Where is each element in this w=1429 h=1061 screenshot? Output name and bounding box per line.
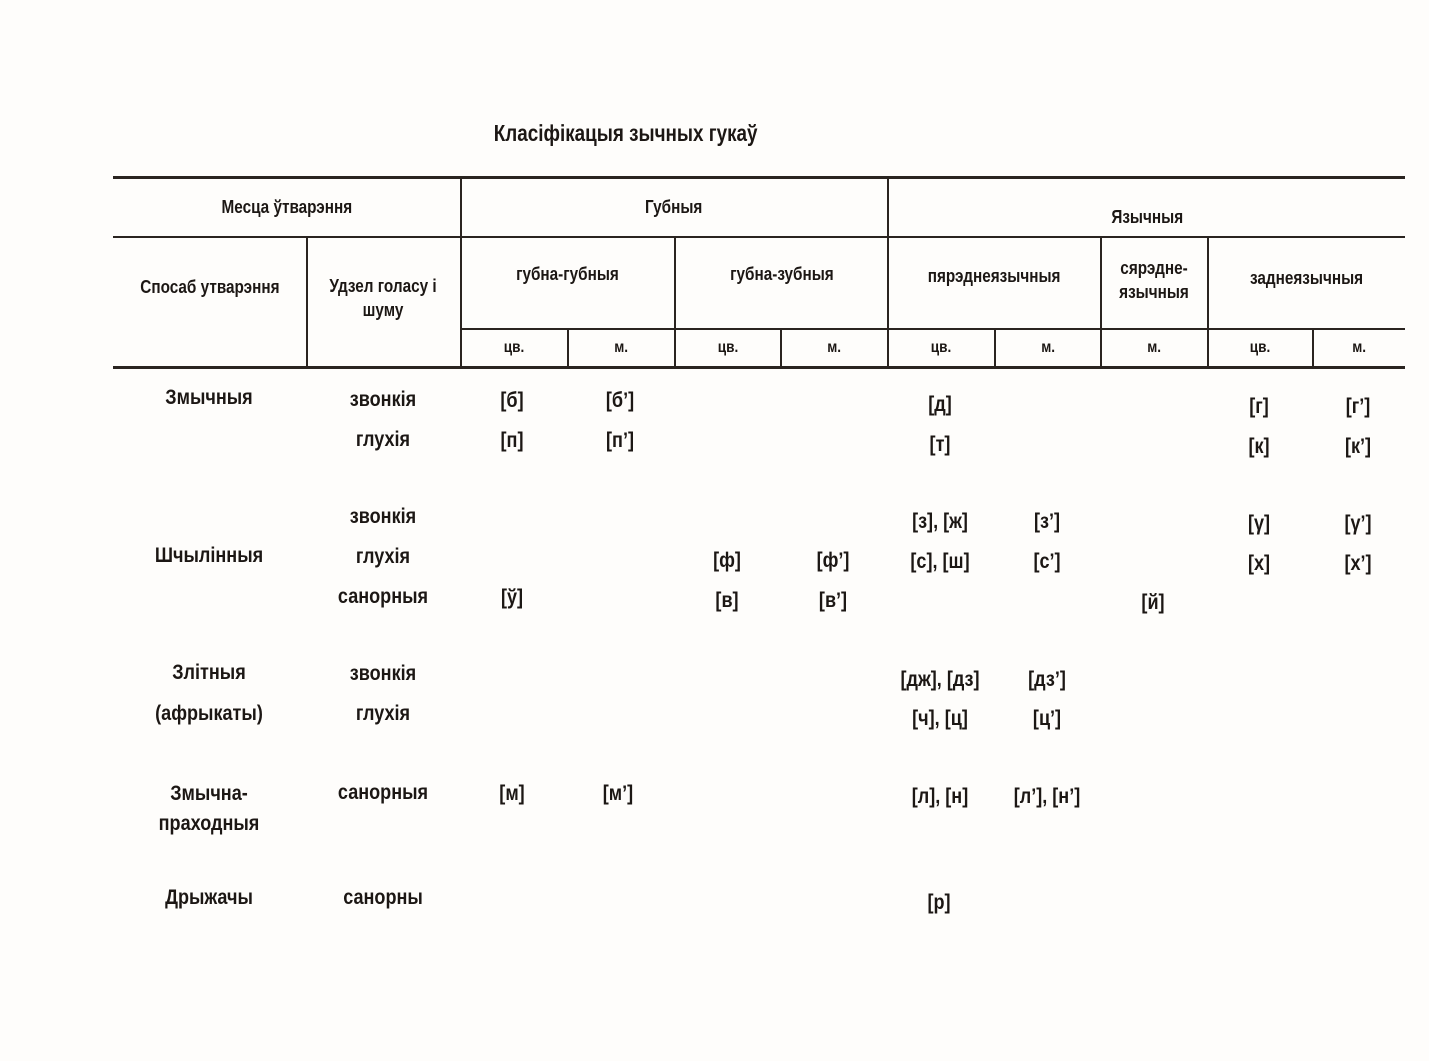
cell-stop-voiced-back-hard: [г] — [1249, 395, 1269, 418]
header-labiodental: губна-зубныя — [729, 263, 834, 284]
cell-fricative-sonorant-labiodental-hard: [в] — [715, 589, 739, 612]
header-mid-lingual: сярэдне-язычныя — [1119, 257, 1189, 302]
row-fricative-sonorant-label: санорныя — [337, 585, 429, 608]
cell-stop-voiced-front-hard: [д] — [928, 393, 952, 416]
row-fricative-manner: Шчылінныя — [154, 544, 264, 567]
cell-stop-approximant-bilabial-soft: [м’] — [602, 782, 634, 805]
cell-fricative-sonorant-bilabial-hard: [ў] — [500, 586, 524, 609]
header-lingual: Язычныя — [1111, 206, 1183, 227]
cell-trill-front-hard: [р] — [927, 891, 951, 914]
cell-stop-voiced-back-soft: [г’] — [1345, 395, 1371, 418]
header-front-soft: м. — [1041, 339, 1055, 357]
cell-stop-approximant-front-hard: [л], [н] — [911, 785, 969, 808]
row-stop-voiceless-label: глухія — [355, 428, 411, 451]
row-affricate-manner-line1: Злітныя — [172, 661, 246, 684]
row-stop-manner: Змычныя — [165, 386, 253, 409]
cell-stop-approximant-front-soft: [л’], [н’] — [1013, 785, 1081, 808]
row-affricate-voiced-label: звонкія — [349, 662, 417, 685]
cell-fricative-voiceless-back-soft: [х’] — [1344, 552, 1372, 575]
cell-fricative-sonorant-mid-soft: [й] — [1141, 591, 1165, 614]
cell-fricative-voiceless-front-soft: [с’] — [1033, 550, 1061, 573]
header-labial: Губныя — [645, 196, 703, 217]
header-bilabial-hard: цв. — [503, 339, 525, 357]
cell-fricative-voiceless-labiodental-soft: [ф’] — [816, 549, 850, 572]
cell-affricate-voiceless-front-soft: [ц’] — [1032, 707, 1062, 730]
header-labiodental-soft: м. — [827, 339, 842, 357]
cell-stop-voiceless-back-soft: [к’] — [1344, 435, 1372, 458]
header-labiodental-hard: цв. — [717, 339, 739, 357]
header-front-hard: цв. — [931, 339, 952, 357]
header-front-lingual: пярэднеязычныя — [928, 265, 1061, 286]
cell-fricative-sonorant-labiodental-soft: [в’] — [818, 589, 848, 612]
cell-fricative-voiced-front-soft: [з’] — [1033, 510, 1061, 533]
table-title: Класіфікацыя зычных гукаў — [493, 120, 758, 146]
cell-stop-voiceless-bilabial-hard: [п] — [500, 429, 524, 452]
header-manner: Спосаб утварэння — [139, 276, 280, 297]
row-affricate-voiceless-label: глухія — [355, 702, 411, 725]
cell-fricative-voiceless-labiodental-hard: [ф] — [713, 549, 741, 572]
row-trill-sonorant-label: санорны — [343, 886, 423, 909]
cell-affricate-voiceless-front-hard: [ч], [ц] — [912, 707, 968, 730]
header-back-lingual: заднеязычныя — [1250, 267, 1364, 288]
row-trill-manner: Дрыжачы — [165, 886, 253, 909]
cell-fricative-voiceless-front-hard: [с], [ш] — [910, 550, 970, 573]
cell-stop-voiceless-bilabial-soft: [п’] — [606, 429, 634, 452]
cell-stop-voiced-bilabial-soft: [б’] — [605, 389, 635, 412]
cell-stop-voiced-bilabial-hard: [б] — [500, 389, 524, 412]
row-stop-approximant-sonorant-label: санорныя — [337, 781, 429, 804]
row-fricative-voiceless-label: глухія — [355, 545, 411, 568]
cell-stop-voiceless-back-hard: [к] — [1248, 435, 1270, 458]
header-back-soft: м. — [1352, 339, 1367, 357]
cell-affricate-voiced-front-soft: [дз’] — [1028, 668, 1066, 691]
cell-stop-approximant-bilabial-hard: [м] — [499, 782, 525, 805]
header-bilabial-soft: м. — [614, 339, 629, 357]
header-mid-soft: м. — [1147, 339, 1162, 357]
header-place: Месца ўтварэння — [221, 196, 352, 217]
header-bilabial: губна-губныя — [516, 263, 619, 284]
header-divider-manner — [306, 236, 308, 367]
cell-affricate-voiced-front-hard: [дж], [дз] — [900, 668, 980, 691]
row-stop-approximant-manner: Змычна-праходныя — [158, 782, 260, 836]
row-fricative-voiced-label: звонкія — [349, 505, 417, 528]
row-stop-voiced-label: звонкія — [349, 388, 417, 411]
header-voice-noise: Удзел голасу і шуму — [329, 275, 437, 320]
row-affricate-manner-line2: (афрыкаты) — [155, 702, 263, 725]
cell-fricative-voiced-front-hard: [з], [ж] — [912, 510, 968, 533]
cell-fricative-voiced-back-soft: [γ’] — [1344, 512, 1372, 535]
cell-stop-voiceless-front-hard: [т] — [929, 433, 951, 456]
cell-fricative-voiceless-back-hard: [х] — [1247, 552, 1271, 575]
header-back-hard: цв. — [1250, 339, 1271, 357]
cell-fricative-voiced-back-hard: [γ] — [1247, 512, 1271, 535]
